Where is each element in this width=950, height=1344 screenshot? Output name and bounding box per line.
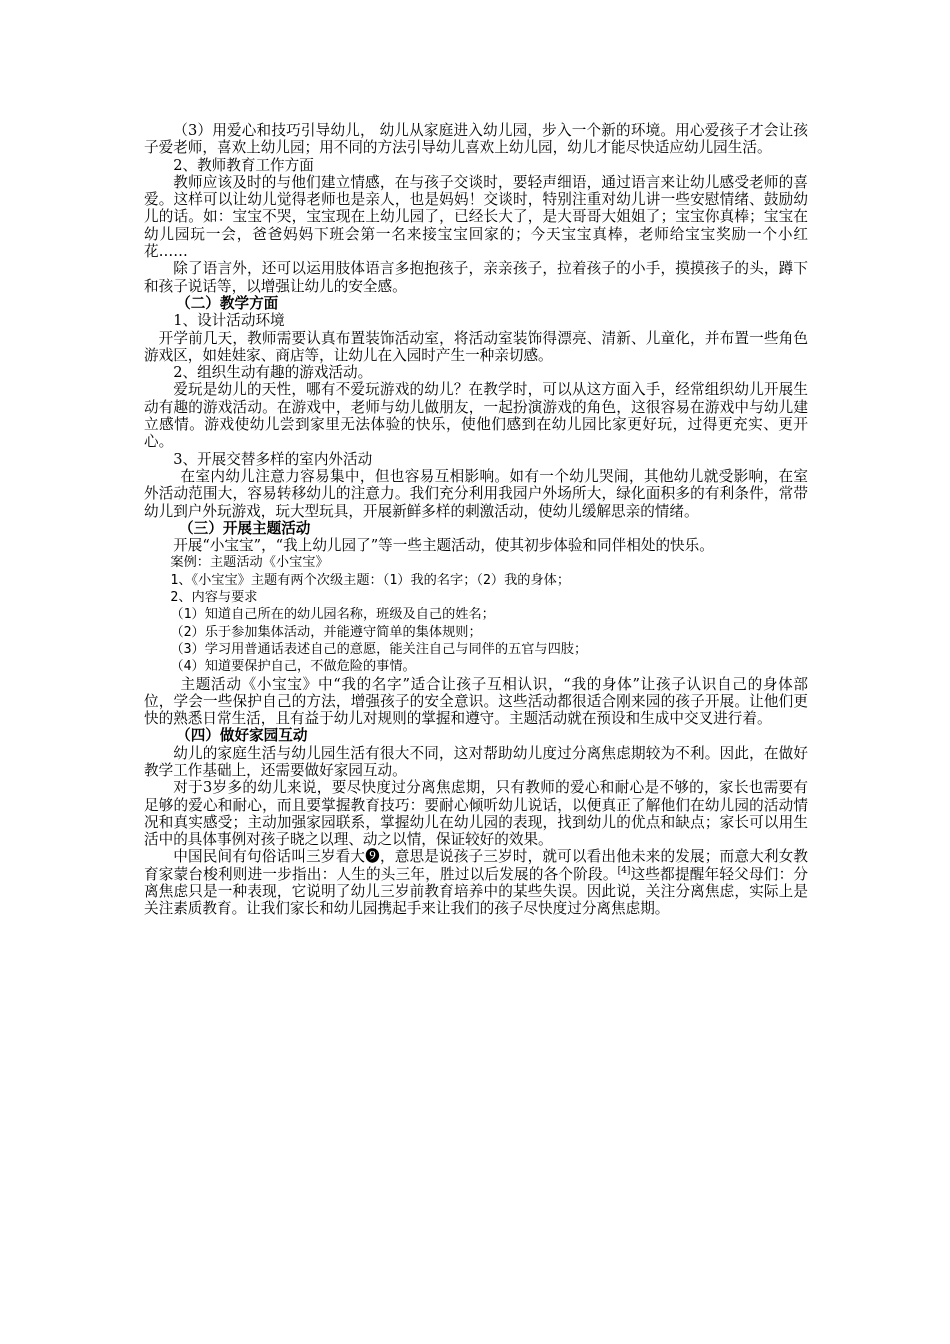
paragraph-2: 2、教师教育工作方面 bbox=[173, 156, 314, 174]
footnote-marker: ❾ bbox=[365, 848, 380, 866]
paragraph-last: 中国民间有句俗话叫三岁看大❾，意思是说孩子三岁时，就可以看出他未来的发展；而意大利女教育家蒙台梭利则进一步指出：人生的头三年，胜过以后发展的各个阶段。[4]这些都提醒年轻父母们：分离焦虑只是一种表现，它说明了幼儿三岁前教育培养中的某些失误。因此说，关注分离焦虑，实际上是关注素质教育。让我们家长和幼儿园携起手来让我们的孩子尽快度过分离焦虑期。 bbox=[144, 848, 808, 918]
paragraph-6: 1、设计活动环境 bbox=[173, 312, 285, 330]
requirement-3: （3）学习用普通话表述自己的意愿，能关注自己与同伴的五官与四肢； bbox=[170, 641, 588, 657]
paragraph-3: 教师应该及时的与他们建立情感，在与孩子交谈时，要轻声细语，通过语言来让幼儿感受老师的喜爱。这样可以让幼儿觉得老师也是亲人，也是妈妈！交谈时，特别注重对幼儿讲一些安慰情绪、鼓励幼儿的话。如：宝宝不哭，宝宝现在上幼儿园了，已经长大了，是大哥哥大姐姐了；宝宝你真棒；宝宝在幼儿园玩一会，爸爸妈妈下班会第一名来接宝宝回家的；今天宝宝真棒，老师给宝宝奖励一个小红花…… bbox=[144, 173, 808, 261]
requirement-1: （1）知道自己所在的幼儿园名称，班级及自己的姓名； bbox=[170, 607, 495, 623]
section-heading-teaching: （二）教学方面 bbox=[176, 294, 279, 312]
case-item-2: 2、内容与要求 bbox=[170, 590, 258, 606]
paragraph-21: 主题活动《小宝宝》中“我的名字”适合让孩子互相认识，“我的身体”让孩子认识自己的身体部位，学会一些保护自己的方法，增强孩子的安全意识。这些活动都很适合刚来园的孩子开展。让他们更快的熟悉日常生活，且有益于幼儿对规则的掌握和遵守。主题活动就在预设和生成中交叉进行着。 bbox=[144, 675, 808, 728]
paragraph-8: 2、组织生动有趣的游戏活动。 bbox=[173, 364, 373, 382]
paragraph-24: 对于3岁多的幼儿来说，要尽快度过分离焦虑期，只有教师的爱心和耐心是不够的，家长也需要有足够的爱心和耐心，而且要掌握教育技巧：要耐心倾听幼儿说话，以便真正了解他们在幼儿园的活动情况和真实感受；主动加强家园联系，掌握幼儿在幼儿园的表现，找到幼儿的优点和缺点；家长可以用生活中的具体事例对孩子晓之以理、动之以情，保证较好的效果。 bbox=[144, 779, 808, 849]
paragraph-23: 幼儿的家庭生活与幼儿园生活有很大不同，这对帮助幼儿度过分离焦虑期较为不利。因此，在做好教学工作基础上，还需要做好家园互动。 bbox=[144, 744, 808, 779]
paragraph-10: 3、开展交替多样的室内外活动 bbox=[173, 450, 373, 468]
paragraph-13: 开展“小宝宝”，“我上幼儿园了”等一些主题活动，使其初步体验和同伴相处的快乐。 bbox=[173, 537, 714, 555]
requirement-2: （2）乐于参加集体活动，并能遵守简单的集体规则； bbox=[170, 624, 482, 640]
section-heading-theme: （三）开展主题活动 bbox=[179, 519, 311, 537]
requirement-4: （4）知道要保护自己，不做危险的事情。 bbox=[170, 659, 416, 675]
document-body bbox=[144, 122, 808, 918]
paragraph-11: 在室内幼儿注意力容易集中，但也容易互相影响。如有一个幼儿哭闹，其他幼儿就受影响，在室外活动范围大，容易转移幼儿的注意力。我们充分利用我园户外场所大，绿化面积多的有利条件，常带幼儿到户外玩游戏，玩大型玩具，开展新鲜多样的刺激活动，使幼儿缓解思亲的情绪。 bbox=[144, 467, 808, 520]
paragraph-1: （3）用爱心和技巧引导幼儿， 幼儿从家庭进入幼儿园，步入一个新的环境。用心爱孩子才会让孩子爱老师，喜欢上幼儿园；用不同的方法引导幼儿喜欢上幼儿园，幼儿才能尽快适应幼儿园生活。 bbox=[144, 122, 808, 157]
paragraph-7: 开学前几天，教师需要认真布置装饰活动室，将活动室装饰得漂亮、清新、儿童化，并布置一些角色游戏区，如娃娃家、商店等，让幼儿在入园时产生一种亲切感。 bbox=[144, 329, 808, 364]
case-item-1: 1、《小宝宝》主题有两个次级主题：（1）我的名字；（2）我的身体； bbox=[170, 572, 571, 588]
paragraph-9: 爱玩是幼儿的天性，哪有不爱玩游戏的幼儿？在教学时，可以从这方面入手，经常组织幼儿开展生动有趣的游戏活动。在游戏中，老师与幼儿做朋友，一起扮演游戏的角色，这很容易在游戏中与幼儿建立感情。游戏使幼儿尝到家里无法体验的快乐，使他们感到在幼儿园比家更好玩，过得更充实、更开心。 bbox=[144, 381, 808, 451]
paragraph-4: 除了语言外，还可以运用肢体语言多抱抱孩子，亲亲孩子，拉着孩子的小手，摸摸孩子的头，蹲下和孩子说话等，以增强让幼儿的安全感。 bbox=[144, 260, 808, 295]
case-title: 案例：主题活动《小宝宝》 bbox=[170, 555, 329, 571]
citation-ref: [4] bbox=[617, 865, 631, 876]
section-heading-home: （四）做好家园互动 bbox=[176, 727, 308, 745]
